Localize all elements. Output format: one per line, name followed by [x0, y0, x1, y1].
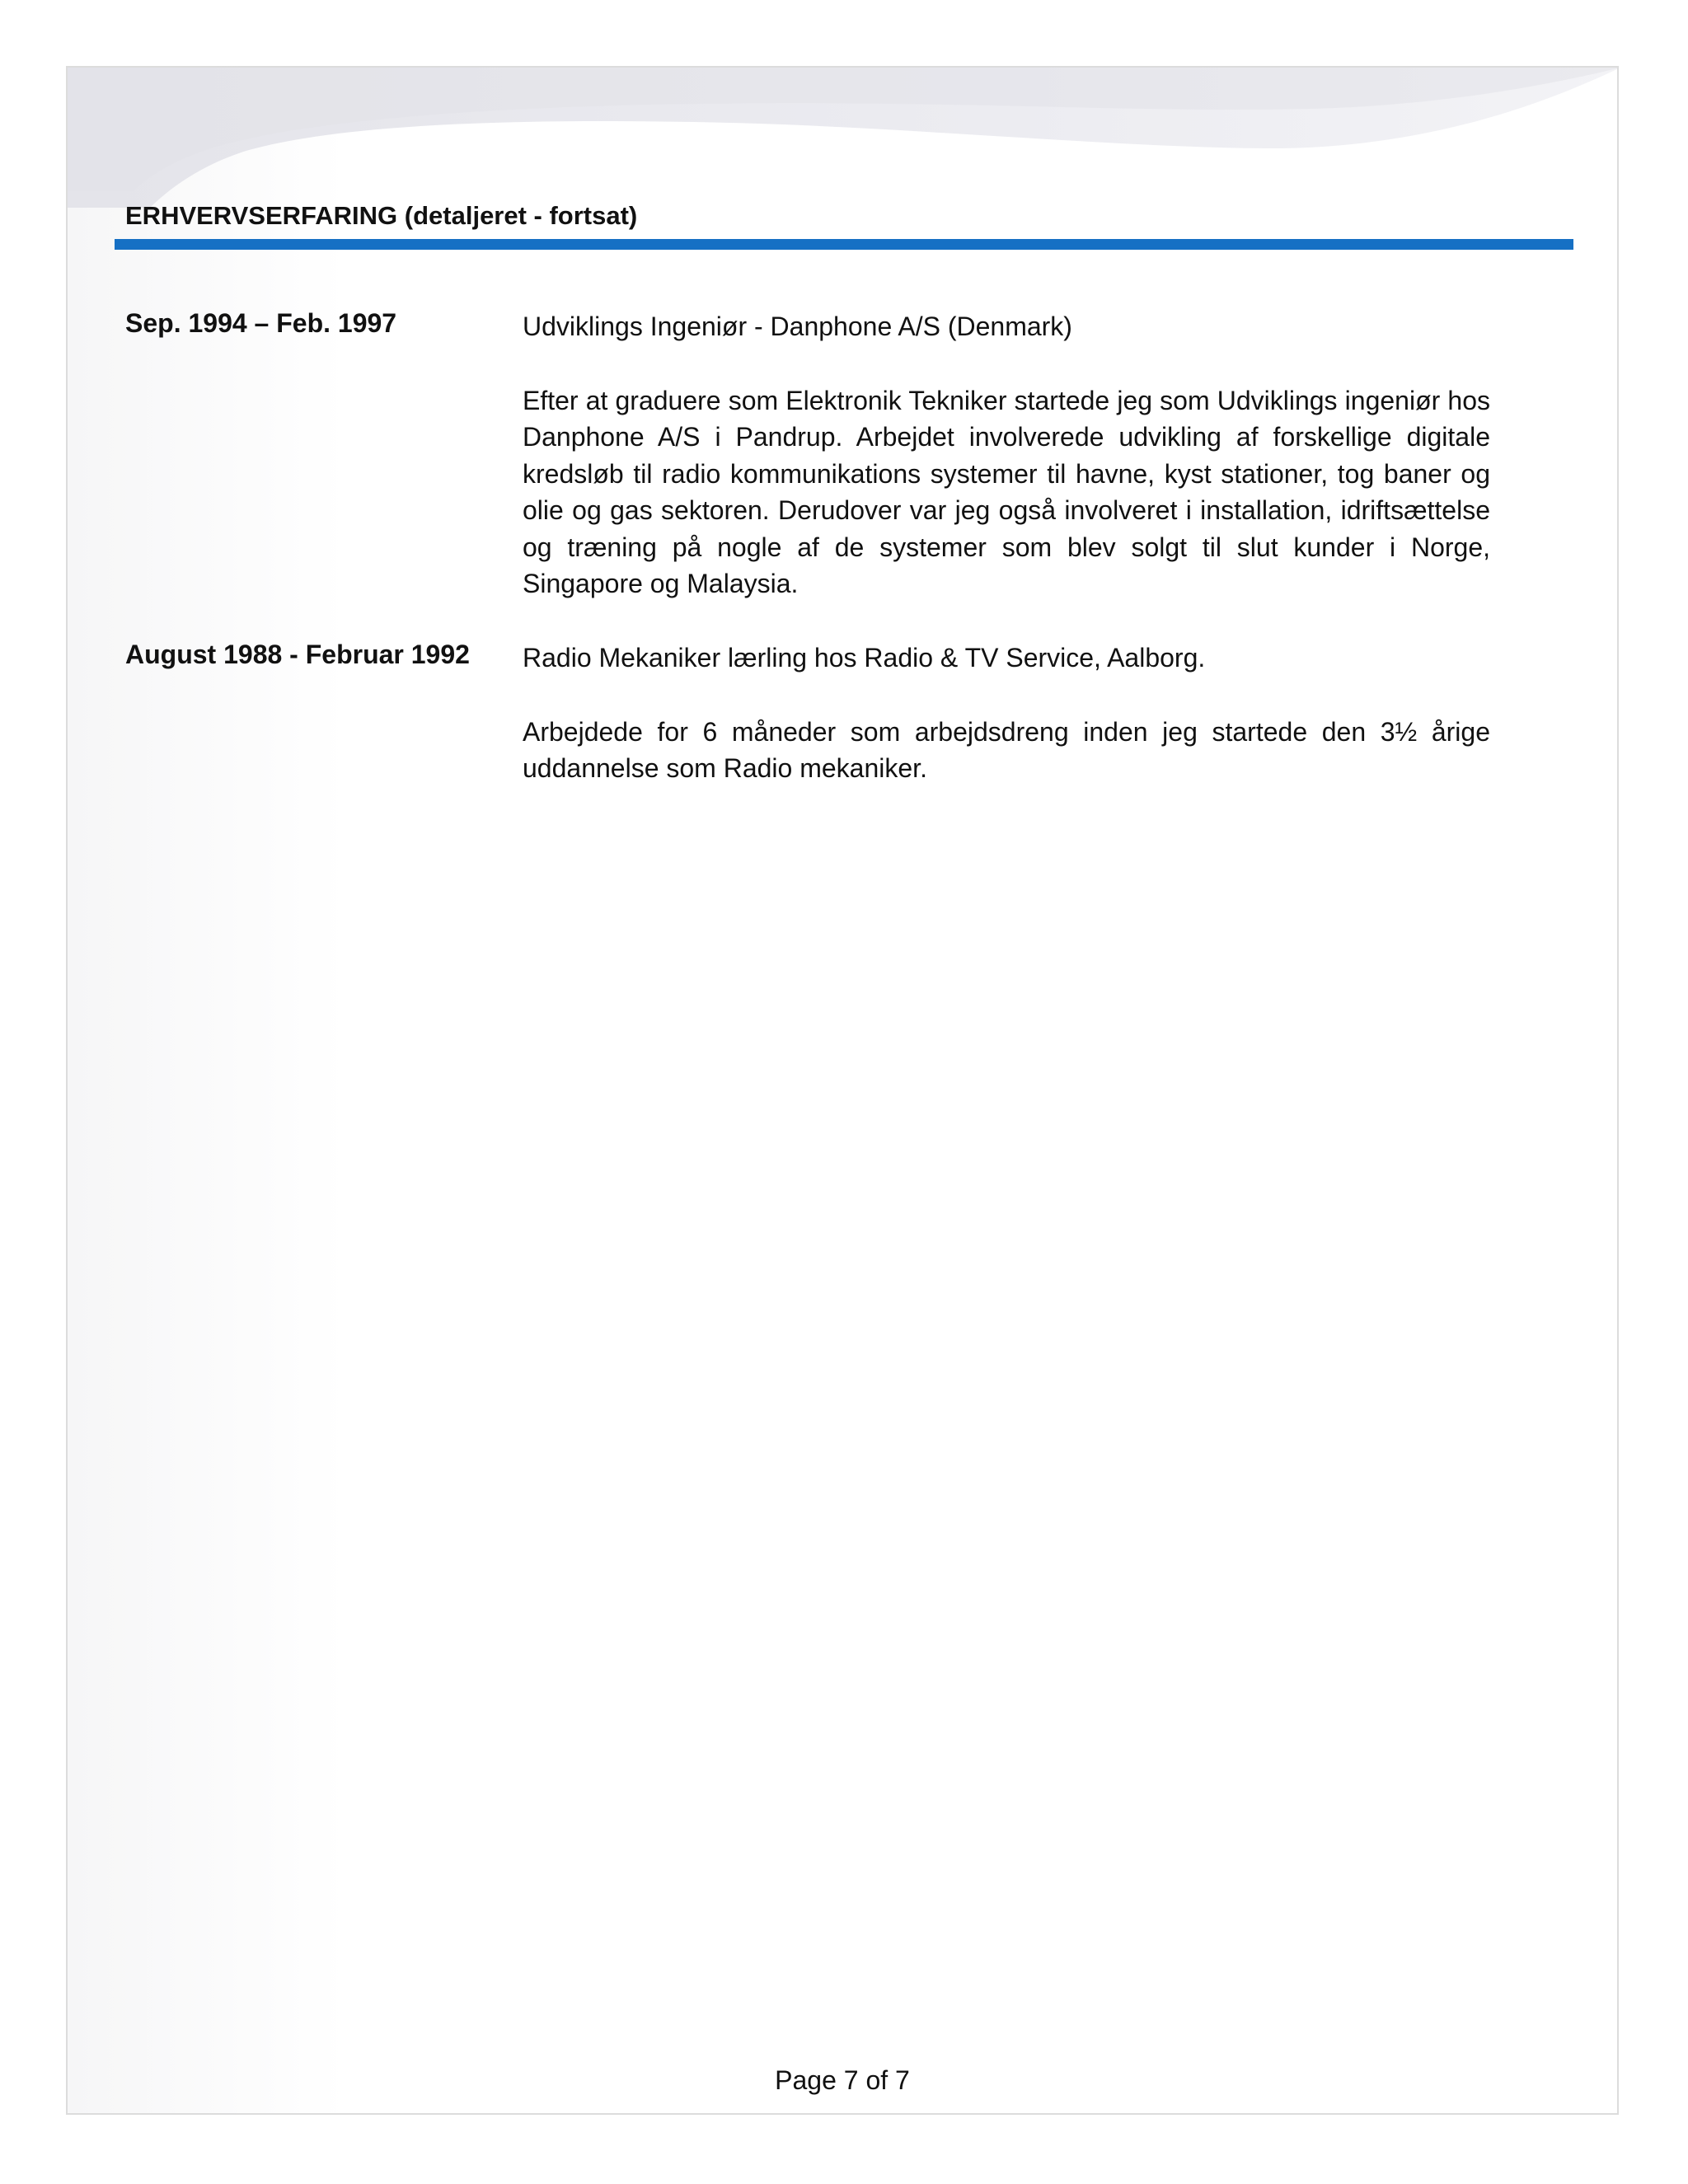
- entry-role: Radio Mekaniker lærling hos Radio & TV Service, Aalborg.: [523, 643, 1206, 673]
- page-number: Page 7 of 7: [775, 2065, 910, 2095]
- section-title: ERHVERVSERFARING (detaljeret - fortsat): [125, 201, 638, 230]
- entry-description: Arbejdede for 6 måneder som arbejdsdreng inden jeg startede den 3½ årige uddannelse som Radio mekaniker.: [523, 717, 1490, 784]
- entry-body: [523, 308, 1490, 602]
- entry-description: Efter at graduere som Elektronik Tekniker startede jeg som Udviklings ingeniør hos Danphone A/S i Pandrup. Arbejdet involverede udvikling af forskellige digitale kredsløb til radio kommunikations systemer til havne, kyst stationer, tog baner og olie og gas sektoren. Derudover var jeg også involveret i installation, idriftsættelse og træning på nogle af de systemer som blev solgt til slut kunder i Norge, Singapore og Malaysia.: [523, 386, 1490, 599]
- entry-body: [523, 640, 1490, 787]
- entry-date: August 1988 - Februar 1992: [125, 640, 470, 669]
- entry-date: Sep. 1994 – Feb. 1997: [125, 308, 397, 338]
- document-page: [66, 66, 1619, 2115]
- header-wave-decoration: [68, 68, 1619, 331]
- entry-role: Udviklings Ingeniør - Danphone A/S (Denmark): [523, 312, 1072, 341]
- section-divider: [115, 239, 1573, 250]
